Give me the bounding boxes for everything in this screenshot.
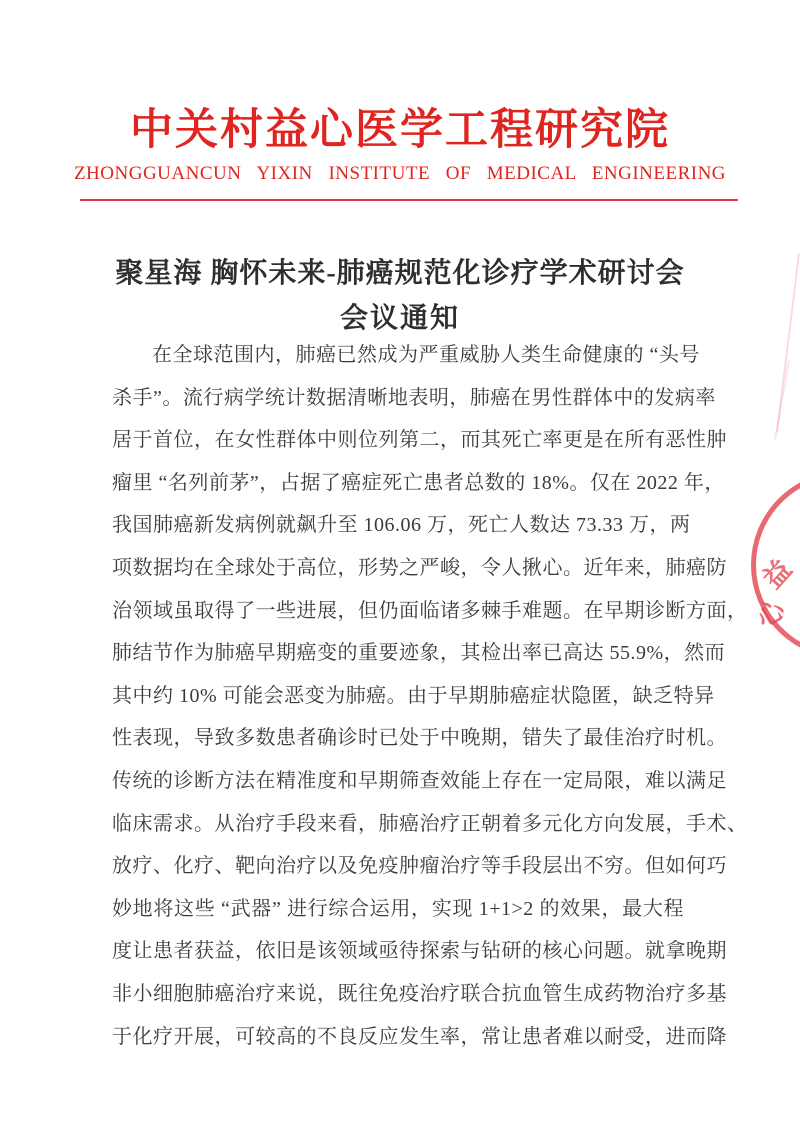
seal-character: 心: [751, 593, 790, 634]
body-line: 治领域虽取得了一些进展，但仍面临诸多棘手难题。在早期诊断方面，: [112, 599, 748, 622]
body-line: 肺结节作为肺癌早期癌变的重要迹象，其检出率已高达 55.9%，然而: [112, 642, 726, 665]
body-line: 我国肺癌新发病例就飙升至 106.06 万，死亡人数达 73.33 万，两: [112, 514, 691, 537]
body-paragraph: [112, 334, 748, 1058]
body-line: 居于首位，在女性群体中则位列第二，而其死亡率更是在所有恶性肿: [112, 429, 727, 452]
body-line: 性表现，导致多数患者确诊时已处于中晚期，错失了最佳治疗时机。: [112, 727, 727, 750]
seal-character: 益: [757, 554, 798, 595]
body-line: 于化疗开展，可较高的不良反应发生率，常让患者难以耐受，进而降: [112, 1025, 727, 1048]
org-name-cn: 中关村益心医学工程研究院: [130, 107, 670, 154]
body-line: 度让患者获益，依旧是该领域亟待探索与钻研的核心问题。就拿晚期: [112, 940, 727, 963]
body-line: 非小细胞肺癌治疗来说，既往免疫治疗联合抗血管生成药物治疗多基: [112, 982, 727, 1005]
body-line: 瘤里 “名列前茅”，占据了癌症死亡患者总数的 18%。仅在 2022 年，: [112, 471, 725, 494]
doc-subtitle: 会议通知: [339, 303, 460, 334]
body-line: 项数据均在全球处于高位，形势之严峻，令人揪心。近年来，肺癌防: [112, 556, 727, 579]
body-line: 临床需求。从治疗手段来看，肺癌治疗正朝着多元化方向发展，手术、: [112, 812, 748, 835]
body-line: 传统的诊断方法在精准度和早期筛查效能上存在一定局限，难以满足: [112, 769, 727, 792]
stamp-bleed-mark: [774, 360, 790, 439]
doc-title: 聚星海 胸怀未来-肺癌规范化诊疗学术研讨会: [115, 258, 685, 289]
body-line: 妙地将这些 “武器” 进行综合运用，实现 1+1>2 的效果，最大程: [112, 897, 684, 920]
body-line: 在全球范围内，肺癌已然成为严重威胁人类生命健康的 “头号: [152, 344, 700, 366]
body-line: 放疗、化疗、靶向治疗以及免疫肿瘤治疗等手段层出不穷。但如何巧: [112, 855, 727, 878]
body-line: 杀手”。流行病学统计数据清晰地表明，肺癌在男性群体中的发病率: [112, 386, 716, 409]
org-name-en: ZHONGGUANCUN YIXIN INSTITUTE OF MEDICAL ENGINEERING: [73, 163, 727, 184]
body-line: 其中约 10% 可能会恶变为肺癌。由于早期肺癌症状隐匿，缺乏特异: [112, 684, 715, 707]
letterhead-rule: [80, 199, 738, 201]
